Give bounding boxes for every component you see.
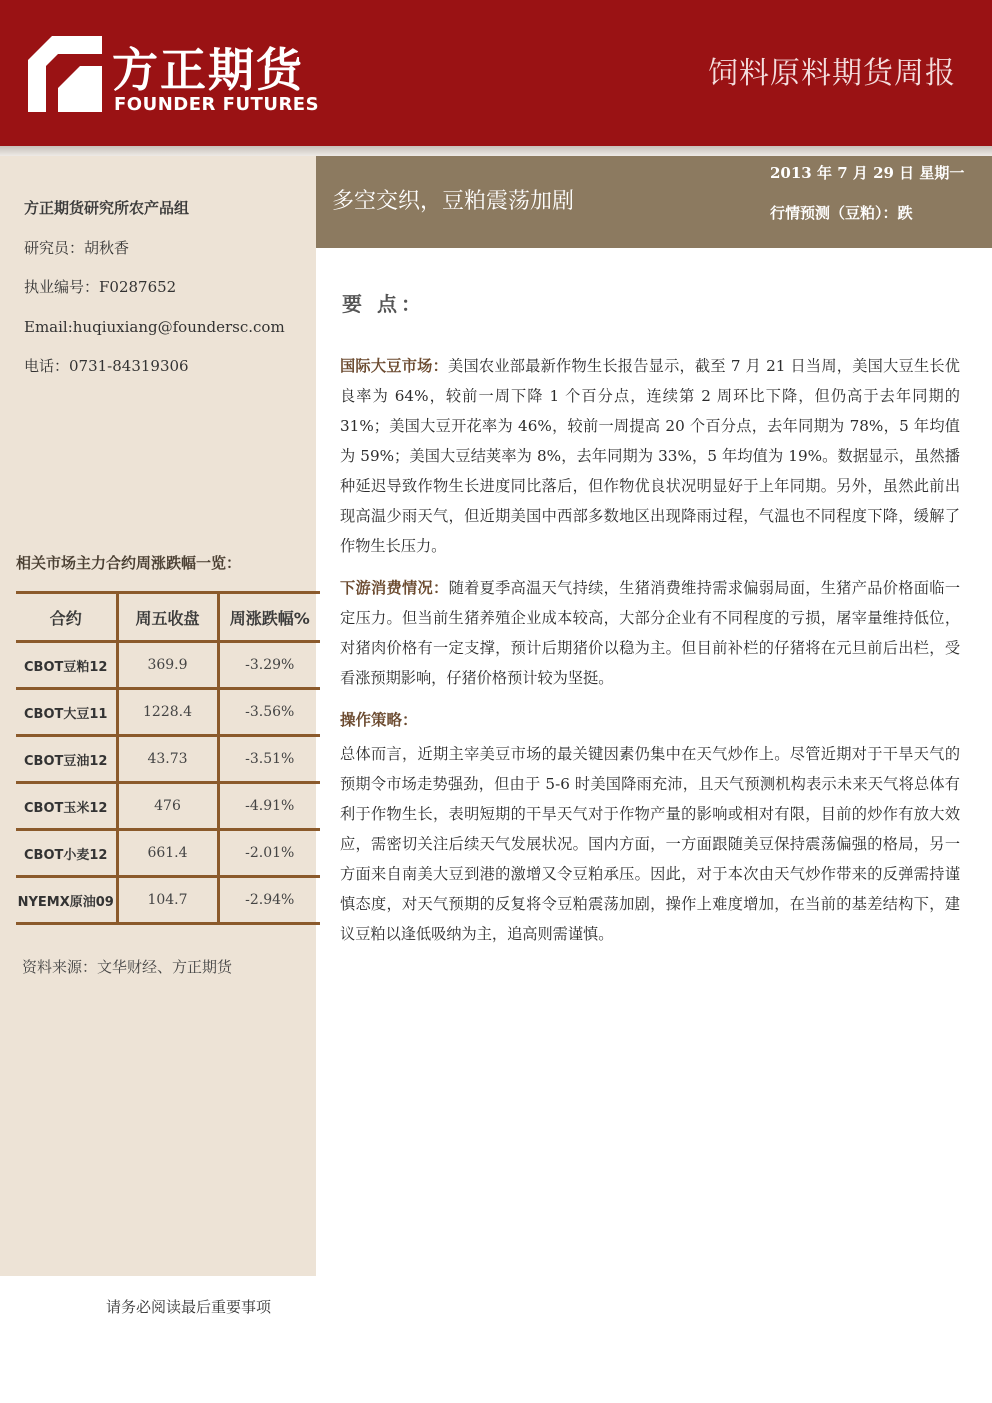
- strategy-heading: 操作策略：: [340, 711, 418, 729]
- column-header-contract: 合约: [16, 593, 117, 642]
- contract-cell: CBOT小麦12: [16, 830, 117, 877]
- close-cell: 369.9: [117, 642, 218, 689]
- contract-cell: NYEMX原油09: [16, 877, 117, 924]
- close-cell: 661.4: [117, 830, 218, 877]
- close-cell: 1228.4: [117, 689, 218, 736]
- contract-cell: CBOT豆油12: [16, 736, 117, 783]
- data-source: 资料来源：文华财经、方正期货: [22, 958, 233, 976]
- research-group: 方正期货研究所农产品组: [24, 199, 190, 217]
- logo-chinese-name: 方正期货: [112, 43, 304, 97]
- logo-english-name: FOUNDER FUTURES: [114, 94, 320, 115]
- table-row: [16, 689, 320, 736]
- close-cell: 104.7: [117, 877, 218, 924]
- report-date: 2013 年 7 月 29 日 星期一: [770, 164, 965, 182]
- close-cell: 476: [117, 783, 218, 830]
- main-content: [340, 288, 960, 961]
- license-number: 执业编号：F0287652: [24, 278, 177, 296]
- contract-cell: CBOT大豆11: [16, 689, 117, 736]
- column-header-close: 周五收盘: [117, 593, 218, 642]
- analyst-phone: 电话：0731-84319306: [24, 357, 189, 375]
- header-divider: [0, 146, 992, 156]
- downstream-label: 下游消费情况：: [340, 579, 449, 597]
- researcher-name: 研究员：胡秋香: [24, 238, 130, 257]
- intl-market-paragraph: [340, 351, 960, 561]
- table-row: [16, 830, 320, 877]
- column-header-change: 周涨跌幅%: [218, 593, 320, 642]
- market-forecast: 行情预测（豆粕）：跌: [770, 204, 913, 222]
- market-table-title: 相关市场主力合约周涨跌幅一览：: [16, 554, 242, 572]
- change-cell: -2.01%: [218, 830, 320, 877]
- title-bar: [316, 156, 992, 248]
- change-cell: -3.51%: [218, 736, 320, 783]
- contract-cell: CBOT豆粕12: [16, 642, 117, 689]
- intl-market-label: 国际大豆市场：: [340, 357, 449, 375]
- table-row: [16, 877, 320, 924]
- intl-market-text: 美国农业部最新作物生长报告显示，截至 7 月 21 日当周，美国大豆生长优良率为 64%，较前一周下降 1 个百分点，连续第 2 周环比下降，但仍高于去年同期的 31%；美国大豆开花率为 46%，较前一周提高 20 个百分点，去年同期为 78%，5 年均值为 59%；美国大豆结荚率为 8%，去年同期为 33%，5 年均值为 19%。数据显示，虽然播种延迟导致作物生长进度同比落后，但作物优良状况明显好于上年同期。另外，虽然此前出现高温少雨天气，但近期美国中西部多数地区出现降雨过程，气温也不同程度下降，缓解了作物生长压力。: [340, 357, 960, 555]
- table-row: [16, 736, 320, 783]
- change-cell: -4.91%: [218, 783, 320, 830]
- downstream-text: 随着夏季高温天气持续，生猪消费维持需求偏弱局面，生猪产品价格面临一定压力。但当前生猪养殖企业成本较高，大部分企业有不同程度的亏损，屠宰量维持低位，对猪肉价格有一定支撑，预计后期猪价以稳为主。但目前补栏的仔猪将在元旦前后出栏，受看涨预期影响，仔猪价格预计较为坚挺。: [340, 579, 961, 687]
- change-cell: -2.94%: [218, 877, 320, 924]
- table-row: [16, 783, 320, 830]
- change-cell: -3.29%: [218, 642, 320, 689]
- table-header-row: [16, 593, 320, 642]
- report-header: [0, 0, 992, 146]
- contract-cell: CBOT玉米12: [16, 783, 117, 830]
- key-points-heading: 要 点：: [342, 292, 425, 316]
- change-cell: -3.56%: [218, 689, 320, 736]
- downstream-paragraph: [340, 573, 960, 693]
- analyst-info: [24, 196, 285, 394]
- report-headline: 多空交织，豆粕震荡加剧: [332, 189, 575, 214]
- footer-notice: 请务必阅读最后重要事项: [106, 1298, 272, 1316]
- close-cell: 43.73: [117, 736, 218, 783]
- founder-logo-icon: [28, 36, 102, 112]
- market-summary-table: [16, 591, 320, 925]
- analyst-email: Email:huqiuxiang@foundersc.com: [24, 317, 285, 336]
- report-name: 饲料原料期货周报: [708, 56, 956, 91]
- strategy-paragraph: 总体而言，近期主宰美豆市场的最关键因素仍集中在天气炒作上。尽管近期对于干旱天气的预期令市场走势强劲，但由于 5-6 时美国降雨充沛，且天气预测机构表示未来天气将总体有利于作物生长，表明短期的干旱天气对于作物产量的影响或相对有限，目前的炒作有放大效应，需密切关注后续天气发展状况。国内方面，一方面跟随美豆保持震荡偏强的格局，另一方面来自南美大豆到港的激增又令豆粕承压。因此，对于本次由天气炒作带来的反弹需持谨慎态度，对天气预期的反复将令豆粕震荡加剧，操作上难度增加，在当前的基差结构下，建议豆粕以逢低吸纳为主，追高则需谨慎。: [340, 745, 960, 943]
- table-row: [16, 642, 320, 689]
